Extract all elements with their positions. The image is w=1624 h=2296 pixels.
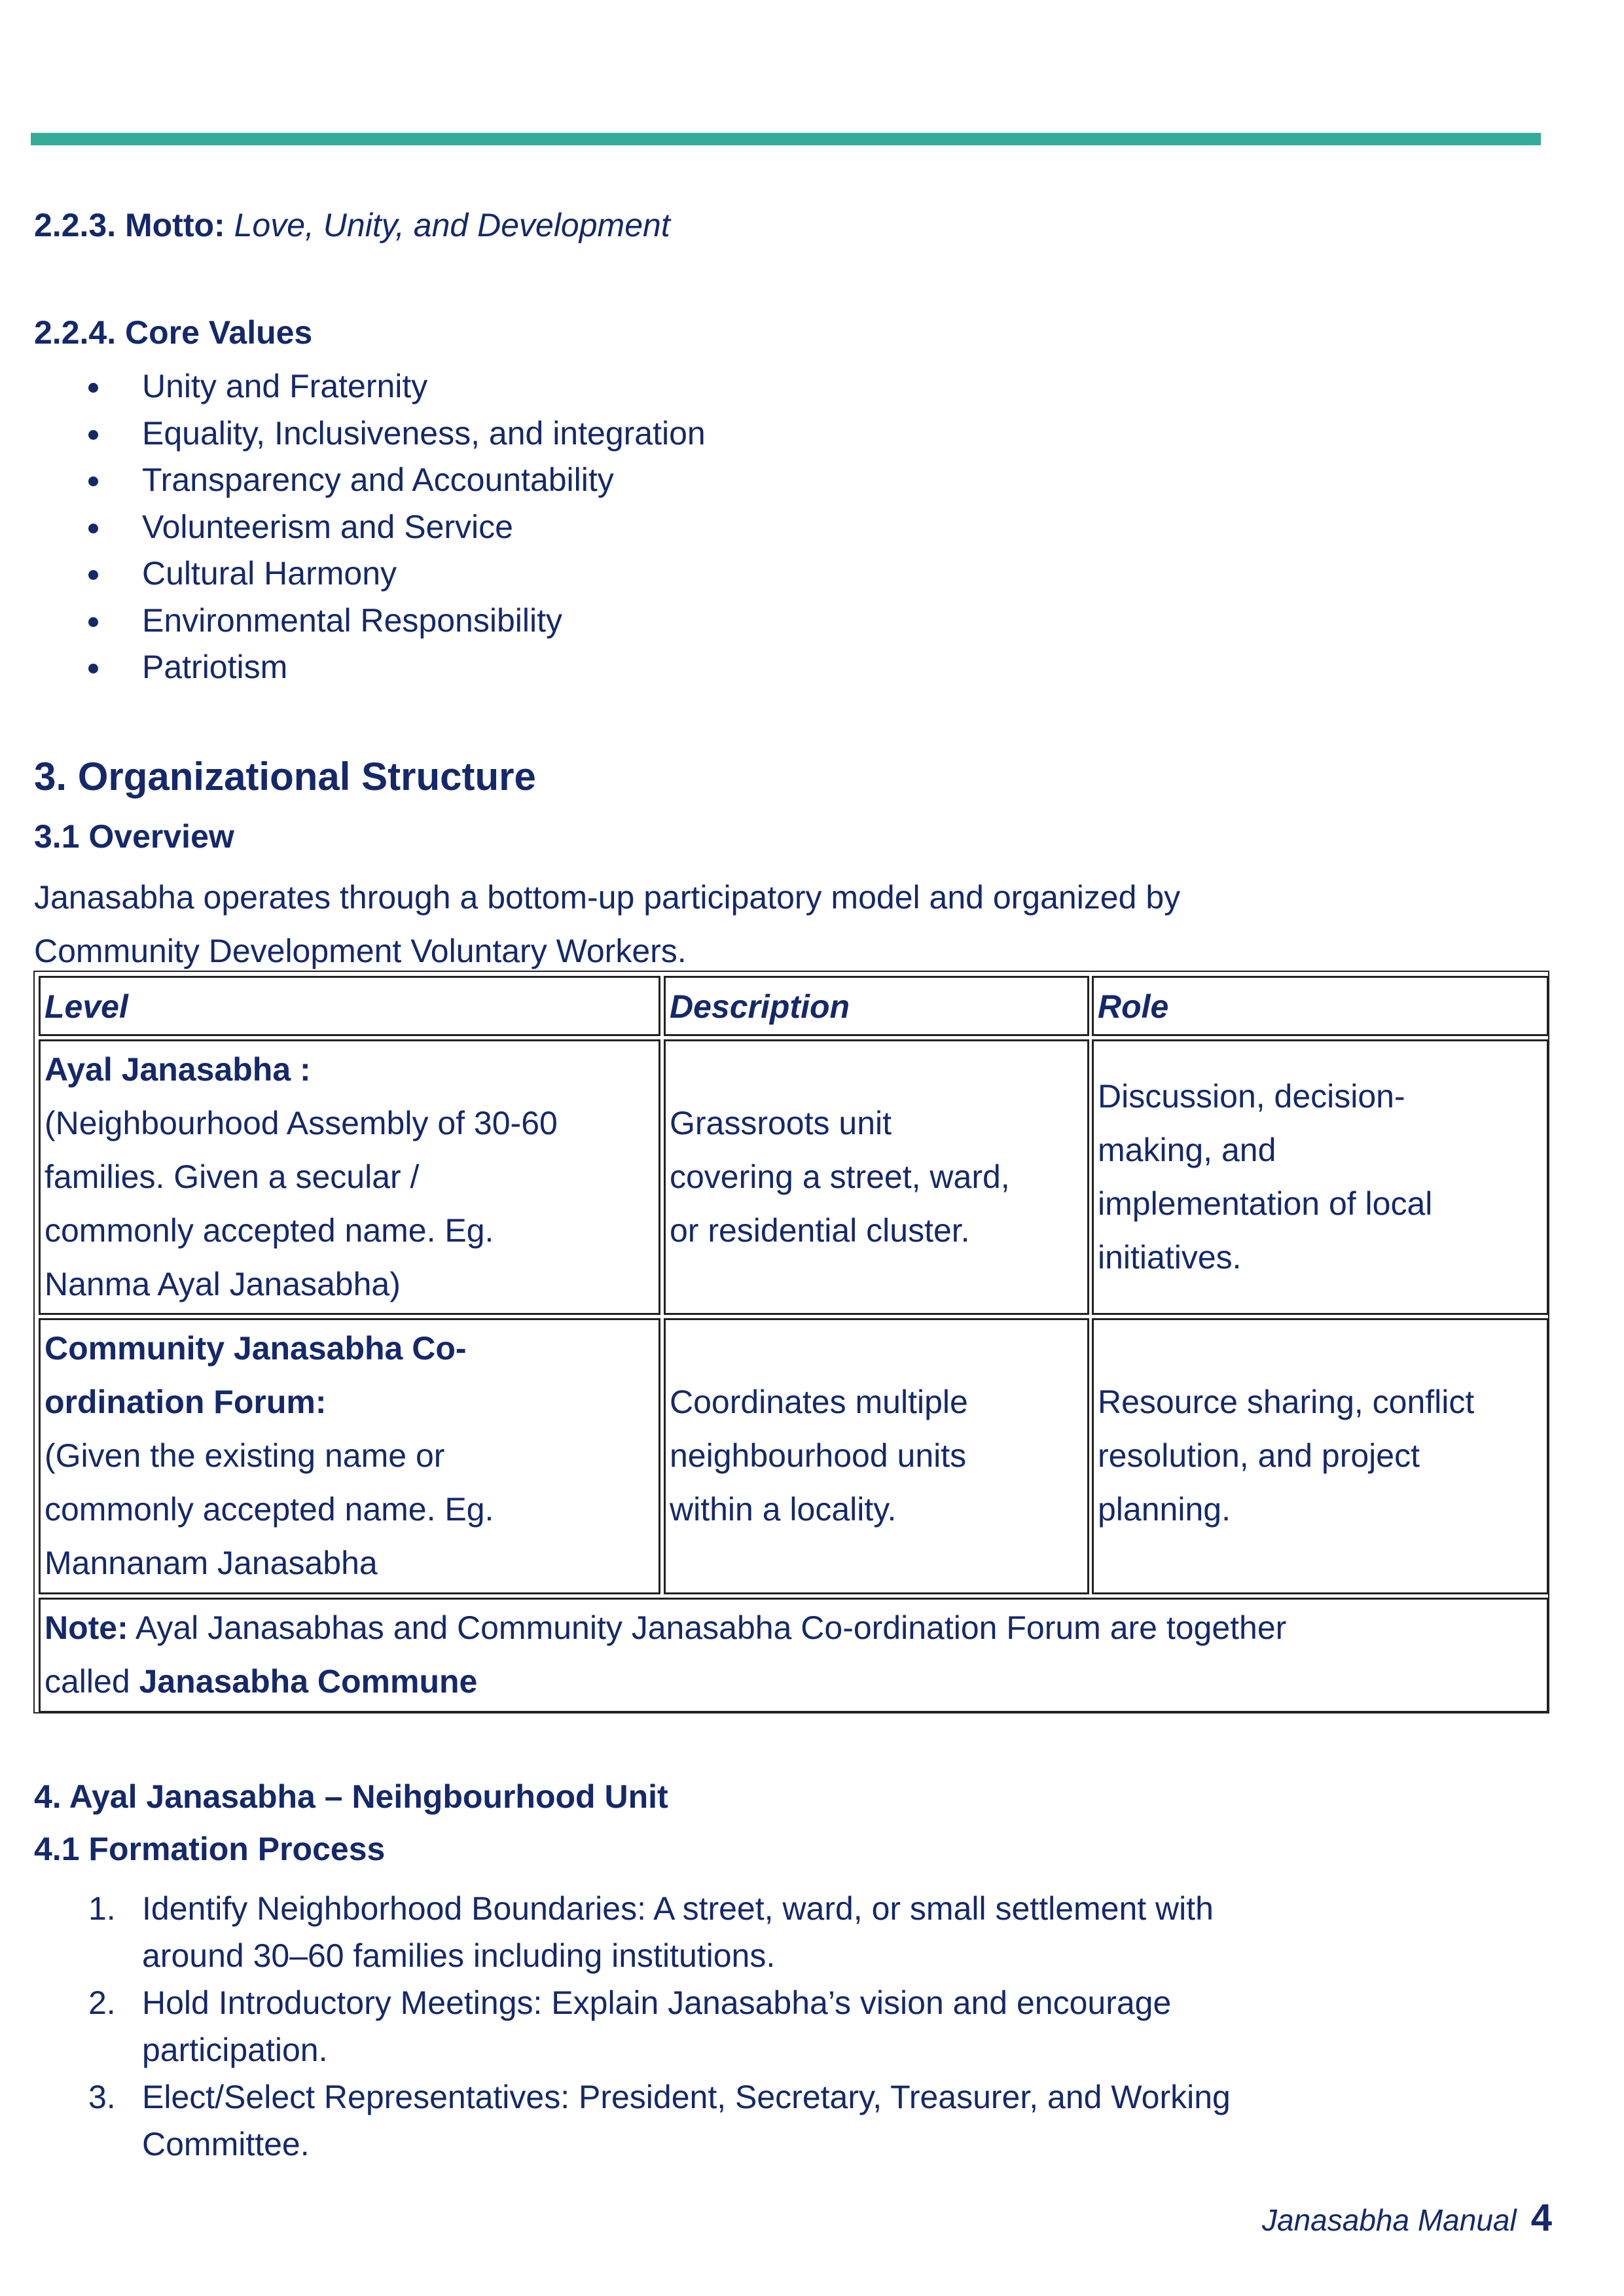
cell-line: resolution, and project <box>1098 1437 1420 1474</box>
list-item <box>0 2073 1451 2168</box>
header-accent-bar <box>31 133 1541 145</box>
section-4-heading: 4. Ayal Janasabha – Neihgbourhood Unit <box>34 1778 668 1815</box>
cell-line: Coordinates multiple <box>670 1384 968 1420</box>
paragraph-line: Community Development Voluntary Workers. <box>34 933 687 969</box>
bullet-icon <box>88 524 98 533</box>
list-item <box>0 1885 1451 1979</box>
step-line: participation. <box>142 2032 328 2068</box>
bullet-icon <box>88 617 98 627</box>
cell-line: neighbourhood units <box>670 1437 967 1474</box>
cell-line: commonly accepted name. Eg. <box>45 1491 494 1528</box>
cell-line: Resource sharing, conflict <box>1098 1384 1475 1420</box>
cell-line: covering a street, ward, <box>670 1158 1010 1195</box>
section-3-1-heading: 3.1 Overview <box>34 818 234 855</box>
table-header-role: Role <box>1092 976 1549 1036</box>
page-number: 4 <box>1530 2197 1552 2239</box>
bullet-icon <box>88 383 98 393</box>
cell-line: commonly accepted name. Eg. <box>45 1212 494 1249</box>
paragraph-line: Janasabha operates through a bottom-up participatory model and organized by <box>34 879 1181 916</box>
section-4-1-heading: 4.1 Formation Process <box>34 1831 386 1867</box>
note-text: called <box>45 1663 139 1700</box>
motto-text: Love, Unity, and Development <box>234 207 670 243</box>
note-line-1 <box>45 1601 1545 1655</box>
cell-line: initiatives. <box>1098 1239 1242 1276</box>
list-item <box>0 1979 1451 2073</box>
overview-paragraph <box>34 870 1180 978</box>
note-label: Note: <box>45 1609 128 1646</box>
table-row-1-level <box>39 1039 660 1315</box>
manual-title: Janasabha Manual <box>1262 2203 1517 2237</box>
table-note-row <box>39 1598 1549 1713</box>
cell-line: within a locality. <box>670 1491 897 1528</box>
motto-heading <box>34 206 670 245</box>
table-header-level: Level <box>39 976 660 1036</box>
motto-label: 2.2.3. Motto: <box>34 207 225 243</box>
note-line-2 <box>45 1655 1545 1708</box>
step-text <box>142 1979 1451 2073</box>
bullet-icon <box>88 430 98 440</box>
note-text: Ayal Janasabhas and Community Janasabha Co-ordination Forum are together <box>128 1609 1287 1646</box>
cell-line: (Given the existing name or <box>45 1437 445 1474</box>
step-text <box>142 2073 1451 2168</box>
table-row-1-role <box>1092 1039 1549 1315</box>
cell-line: (Neighbourhood Assembly of 30-60 <box>45 1105 558 1141</box>
cell-line: Nanma Ayal Janasabha) <box>45 1266 401 1302</box>
step-text <box>142 1885 1451 1979</box>
note-emphasis: Janasabha Commune <box>139 1663 478 1700</box>
cell-line: families. Given a secular / <box>45 1158 420 1195</box>
bullet-icon <box>88 570 98 580</box>
level-title: Community Janasabha Co- <box>45 1330 467 1367</box>
step-line: Identify Neighborhood Boundaries: A street, ward, or small settlement with <box>142 1890 1214 1927</box>
table-row-2-description <box>664 1318 1089 1594</box>
table-row-2-role <box>1092 1318 1549 1594</box>
core-values-heading: 2.2.4. Core Values <box>34 314 313 351</box>
step-number: 1. <box>88 1890 116 1927</box>
cell-line: Grassroots unit <box>670 1105 892 1141</box>
table-row-2-level <box>39 1318 660 1594</box>
level-title: ordination Forum: <box>45 1384 327 1420</box>
step-number: 2. <box>88 1984 116 2021</box>
formation-steps-list <box>0 1885 1451 2168</box>
bullet-icon <box>88 664 98 673</box>
section-3-heading: 3. Organizational Structure <box>34 755 536 798</box>
step-line: Hold Introductory Meetings: Explain Janasabha’s vision and encourage <box>142 1984 1172 2021</box>
step-line: around 30–60 families including institutions. <box>142 1937 776 1974</box>
cell-line: implementation of local <box>1098 1185 1433 1222</box>
step-line: Committee. <box>142 2126 310 2162</box>
cell-line: making, and <box>1098 1132 1276 1168</box>
table-row-1-description <box>664 1039 1089 1315</box>
cell-line: Mannanam Janasabha <box>45 1545 378 1581</box>
cell-line: or residential cluster. <box>670 1212 970 1249</box>
step-line: Elect/Select Representatives: President, Secretary, Treasurer, and Working <box>142 2079 1231 2115</box>
table-header-description: Description <box>664 976 1089 1036</box>
cell-line: planning. <box>1098 1491 1231 1528</box>
cell-line: Discussion, decision- <box>1098 1078 1405 1115</box>
step-number: 3. <box>88 2079 116 2115</box>
level-title: Ayal Janasabha : <box>45 1051 311 1088</box>
bullet-icon <box>88 476 98 486</box>
page-footer <box>1262 2196 1552 2240</box>
